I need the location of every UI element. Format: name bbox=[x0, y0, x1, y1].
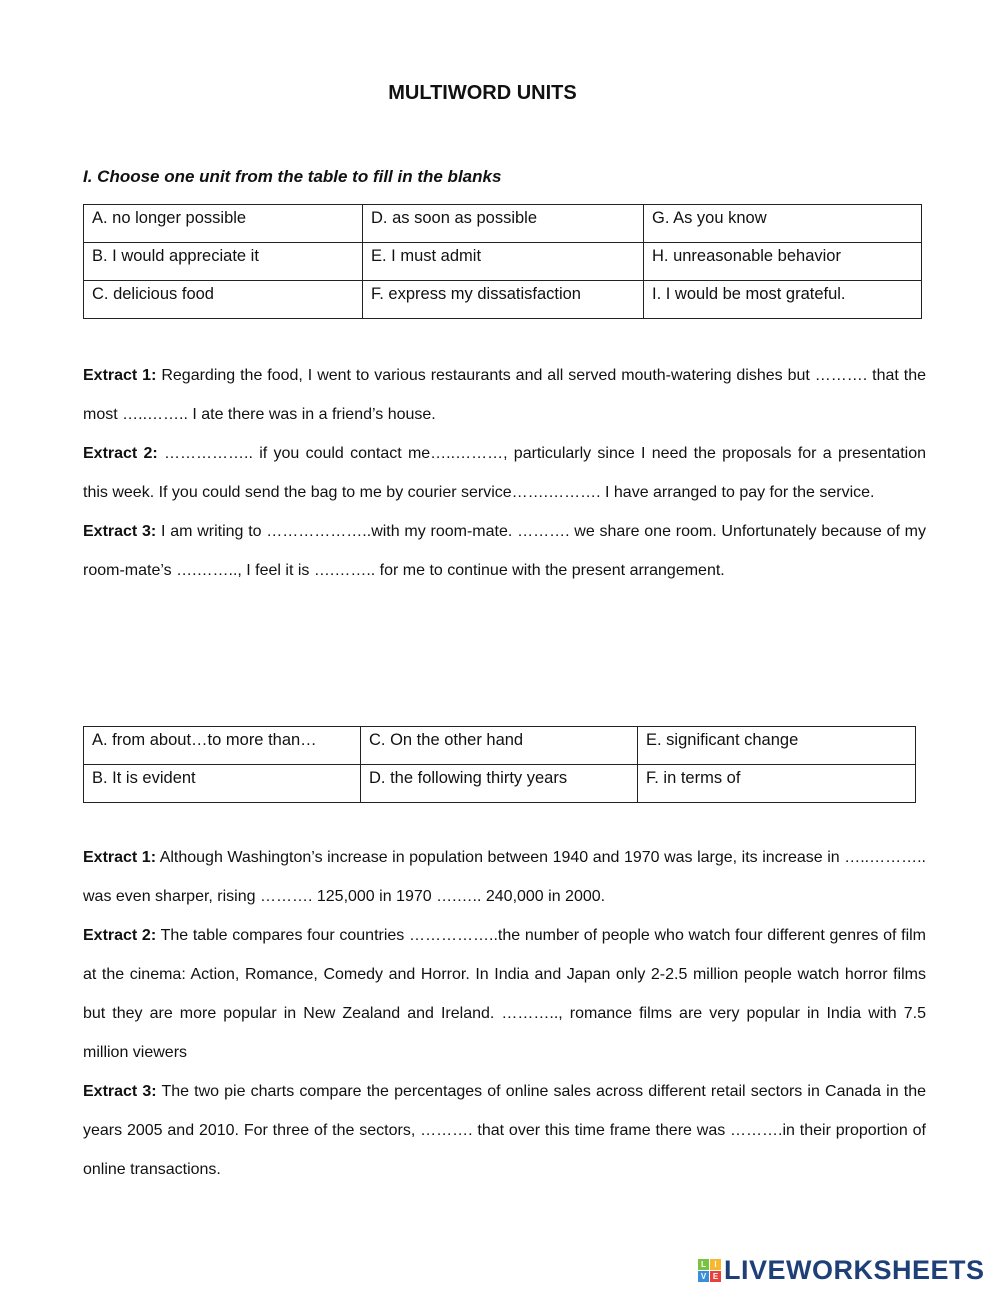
table-row bbox=[84, 281, 922, 319]
table-cell: A. from about…to more than… bbox=[84, 727, 361, 765]
badge-letter: V bbox=[698, 1271, 709, 1282]
table-row bbox=[84, 205, 922, 243]
extract-paragraph bbox=[83, 916, 926, 1072]
extract-paragraph bbox=[83, 838, 926, 916]
extract-label: Extract 1: bbox=[83, 849, 157, 866]
table-cell: G. As you know bbox=[644, 205, 922, 243]
extract-label: Extract 3: bbox=[83, 1083, 157, 1100]
extract-text: The two pie charts compare the percentages of online sales across different retail sectors in Canada in the years 2005 and 2010. For three of the sectors, ………. that over this time frame there was ……….in their proportion of online transactions. bbox=[83, 1083, 927, 1178]
extract-text: Regarding the food, I went to various restaurants and all served mouth-watering dishes but ………. that the most …..…….. I ate there was in a friend’s house. bbox=[83, 367, 927, 423]
extract-paragraph bbox=[83, 512, 926, 590]
options-table-1 bbox=[83, 204, 922, 319]
extract-text: Although Washington’s increase in population between 1940 and 1970 was large, its increase in …..……….. was even sharper, rising ………. 125,000 in 1970 ….….. 240,000 in 2000. bbox=[83, 849, 927, 905]
table-cell: A. no longer possible bbox=[84, 205, 363, 243]
extract-label: Extract 2: bbox=[83, 445, 158, 462]
table-cell: H. unreasonable behavior bbox=[644, 243, 922, 281]
extract-label: Extract 1: bbox=[83, 367, 157, 384]
logo-text: LIVEWORKSHEETS bbox=[724, 1255, 985, 1285]
table-cell: C. delicious food bbox=[84, 281, 363, 319]
extract-text: I am writing to ………………..with my room-mate. ………. we share one room. Unfortunately because of my room-mate’s ….…….., I feel it is ….…….. for me to continue with the present arrangement. bbox=[83, 523, 927, 579]
badge-letter: L bbox=[698, 1259, 709, 1270]
table-cell: B. I would appreciate it bbox=[84, 243, 363, 281]
extract-text: The table compares four countries ……………..the number of people who watch four different genres of film at the cinema: Action, Romance, Comedy and Horror. In India and Japan only 2-2.5 million people watch horror films but they are more popular in New Zealand and Ireland. ……….., romance films are very popular in India with 7.5 million viewers bbox=[83, 927, 927, 1061]
table-cell: E. I must admit bbox=[363, 243, 644, 281]
table-cell: I. I would be most grateful. bbox=[644, 281, 922, 319]
table-cell: D. the following thirty years bbox=[361, 765, 638, 803]
badge-letter: I bbox=[710, 1259, 721, 1270]
table-row bbox=[84, 243, 922, 281]
extracts-section-1 bbox=[83, 356, 926, 590]
table-cell: D. as soon as possible bbox=[363, 205, 644, 243]
extract-paragraph bbox=[83, 356, 926, 434]
extract-text: …………….. if you could contact me…..………, particularly since I need the proposals for a presentation this week. If you could send the bag to me by courier service…….………. I have arranged to pay for the service. bbox=[83, 445, 927, 501]
extract-label: Extract 2: bbox=[83, 927, 157, 944]
table-cell: B. It is evident bbox=[84, 765, 361, 803]
options-table-2 bbox=[83, 726, 916, 803]
table-row bbox=[84, 765, 916, 803]
extracts-section-2 bbox=[83, 838, 926, 1189]
badge-letter: E bbox=[710, 1271, 721, 1282]
page-title: MULTIWORD UNITS bbox=[388, 82, 577, 104]
section-heading: I. Choose one unit from the table to fill in the blanks bbox=[83, 167, 502, 186]
live-badge-icon bbox=[698, 1259, 721, 1282]
liveworksheets-logo bbox=[698, 1255, 985, 1286]
extract-paragraph bbox=[83, 1072, 926, 1189]
extract-label: Extract 3: bbox=[83, 523, 157, 540]
table-row bbox=[84, 727, 916, 765]
table-cell: E. significant change bbox=[638, 727, 916, 765]
table-cell: C. On the other hand bbox=[361, 727, 638, 765]
table-cell: F. in terms of bbox=[638, 765, 916, 803]
extract-paragraph bbox=[83, 434, 926, 512]
table-cell: F. express my dissatisfaction bbox=[363, 281, 644, 319]
